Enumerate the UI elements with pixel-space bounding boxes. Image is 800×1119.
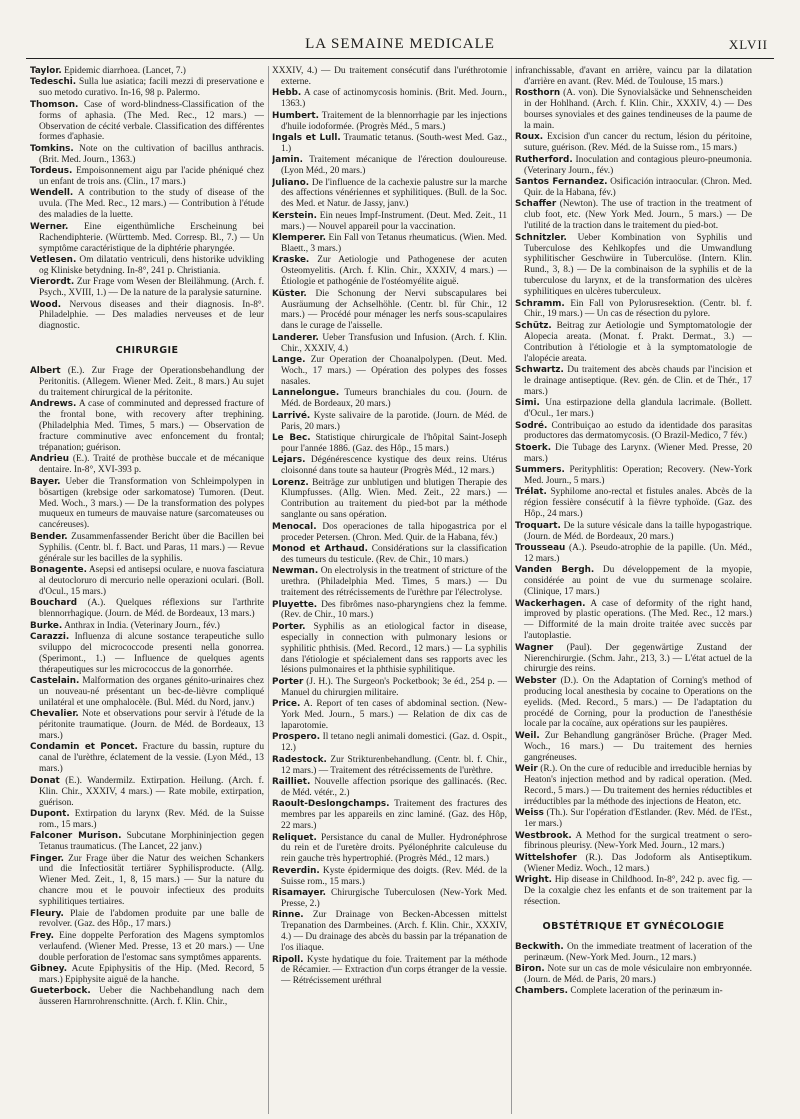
entry-author: Fleury. bbox=[30, 908, 64, 919]
entry-author: Gueterbock. bbox=[30, 986, 91, 997]
entry-author: Reverdin. bbox=[272, 865, 320, 876]
bibliography-entry bbox=[30, 477, 264, 532]
bibliography-entry bbox=[272, 566, 507, 599]
bibliography-entry bbox=[272, 388, 507, 410]
entry-text: Zusammenfassender Bericht über die Bacillen bei Syphilis. (Centr. bl. f. Bact. und Paras, 11 mars.) — Revue générale sur les bacilles de la syphilis. bbox=[39, 531, 264, 564]
entry-text: (Newton). The use of traction in the treatment of club foot, etc. (New York Med. Journ., 5 mars.) — De l'utilité de la traction dans le traitement du pied-bot. bbox=[524, 199, 752, 232]
entry-author: Gibney. bbox=[30, 964, 68, 975]
entry-text: Chirurgische Tuberculosen (New-York Med. Presse, 2.) bbox=[281, 888, 507, 909]
bibliography-entry bbox=[272, 677, 507, 699]
entry-text: On electrolysis in the treatment of stricture of the urethra. (Philadelphia Med. Times, 5 mars.) — Du traitement des rétrécissements de l'urèthre par l'électrolyse. bbox=[281, 566, 507, 599]
bibliography-entry bbox=[272, 622, 507, 677]
entry-author: Sodré. bbox=[515, 420, 548, 431]
entry-author: Vierordt. bbox=[30, 277, 75, 288]
bibliography-entry bbox=[30, 831, 264, 853]
entry-author: Wendell. bbox=[30, 188, 74, 199]
entry-author: Kraske. bbox=[272, 255, 310, 266]
bibliography-entry bbox=[30, 854, 264, 909]
entry-author: Küster. bbox=[272, 288, 307, 299]
bibliography-entry bbox=[515, 543, 752, 565]
column-right bbox=[515, 66, 752, 1114]
entry-text: Case of word-blindness-Classification of the forms of aphasia. (The Med. Rec., 12 mars.) — Observation de cécité verbale. Classification des différentes formes d'aphasie. bbox=[39, 99, 264, 143]
entry-author: Reliquet. bbox=[272, 832, 317, 843]
entry-text: Plaie de l'abdomen produite par une balle de revolver. (Gaz. des Hôp., 17 mars.) bbox=[39, 908, 264, 930]
entry-author: Chambers. bbox=[515, 986, 569, 997]
entry-author: Wittelshofer bbox=[515, 852, 577, 863]
entry-text: (A. von). Die Synovialsäcke und Sehnenscheiden in der Hohlhand. (Arch. f. Klin. Chir., XXXIV, 4.) — Des bourses synoviales et des gaines tendineuses de la paume de la main. bbox=[524, 88, 752, 132]
bibliography-entry bbox=[30, 277, 264, 299]
bibliography-entry bbox=[515, 421, 752, 443]
entry-author: Simi. bbox=[515, 398, 540, 409]
bibliography-entry bbox=[30, 565, 264, 598]
entry-text: Il tetano negli animali domestici. (Gaz. d. Ospit., 12.) bbox=[281, 732, 507, 754]
bibliography-entry bbox=[515, 875, 752, 908]
bibliography-entry bbox=[30, 598, 264, 620]
entry-author: Falconer Murison. bbox=[30, 831, 122, 842]
entry-author: Bender. bbox=[30, 531, 68, 542]
bibliography-entry bbox=[272, 88, 507, 110]
entry-author: Lorenz. bbox=[272, 477, 309, 488]
entry-author: Santos Fernandez. bbox=[515, 177, 608, 188]
column-middle bbox=[272, 66, 507, 1114]
entry-author: Price. bbox=[272, 699, 301, 710]
entry-author: Juliano. bbox=[272, 177, 310, 188]
entry-text: (Th.). Sur l'opération d'Estlander. (Rev. Méd. de l'Est., 1er mars.) bbox=[524, 808, 752, 830]
bibliography-entry bbox=[30, 454, 264, 476]
bibliography-entry bbox=[272, 211, 507, 233]
entry-author: Hebb. bbox=[272, 88, 302, 99]
entry-author: Weil. bbox=[515, 730, 540, 741]
entry-text: Statistique chirurgicale de l'hôpital Saint-Joseph pour l'année 1886. (Gaz. des Hôp., 15 mars.) bbox=[281, 432, 507, 454]
entry-author: Railliet. bbox=[272, 777, 311, 787]
entry-author: Werner. bbox=[30, 221, 69, 232]
entry-text: Traitement mécanique de l'érection douloureuse. (Lyon Méd., 20 mars.) bbox=[281, 155, 507, 177]
entry-text: Eine eigenthümliche Erscheinung bei Rachendiphterie. (Württemb. Med. Corresp. Bl., 7.) — Un symptôme caractéristique de la diphtérie pharyngée. bbox=[39, 221, 264, 254]
bibliography-entry bbox=[515, 853, 752, 875]
entry-text: Asepsi ed antisepsi oculare, e nuova fasciatura al deutocloruro di mercurio nelle operazioni oculari. (Boll. d'Ocul., 15 mars.) bbox=[39, 564, 264, 597]
entry-text: Contribuiçao ao estudo da identidade dos parasitas productores das dermatomycosis. (O Brazil-Medico, 7 fév.) bbox=[524, 420, 752, 442]
entry-author: Frey. bbox=[30, 930, 55, 941]
entry-text: Malformation des organes génito-urinaires chez un nouveau-né présentant un bec-de-lièvre compliqué unilatéral et une omphalocèle. (Bul. Méd. du Nord, janv.) bbox=[39, 676, 264, 708]
entry-author: Vanden Bergh. bbox=[515, 565, 595, 576]
entry-text: (E.). Traité de prothèse buccale et de mécanique dentaire. In-8°, XVI-393 p. bbox=[39, 454, 264, 476]
bibliography-entry bbox=[272, 66, 507, 88]
entry-text: Om dilatatio ventriculi, dens historike udvikling og Kliniske betydning. In-8°, 241 p. Christiania. bbox=[39, 254, 264, 276]
entry-author: Tordeus. bbox=[30, 166, 73, 177]
bibliography-entry bbox=[515, 643, 752, 676]
bibliography-entry bbox=[272, 255, 507, 288]
entry-author: Schramm. bbox=[515, 298, 565, 309]
entry-text: Ueber die Transformation von Schleimpolypen in bösartigen (krebsige oder sarkomatose) Tumoren. (Deut. Med. Woch., 3 mars.) — De la transformation des polypes muqueux en tumeurs de mauvaise nature (sarcomateuses ou cancéreuses). bbox=[39, 476, 264, 531]
entry-author: Pluyette. bbox=[272, 599, 318, 610]
bibliography-entry bbox=[272, 544, 507, 566]
entry-author: Monod et Arthaud. bbox=[272, 543, 368, 554]
entry-text: Traitement des fractures des membres par les appareils en zinc laminé. (Gaz. des Hôp, 22 mars.) bbox=[281, 799, 507, 832]
bibliography-entry bbox=[515, 964, 752, 986]
entry-author: Newman. bbox=[272, 566, 319, 577]
entry-text: Des fibrômes naso-pharyngiens chez la femme. (Rev. de Chir., 10 mars.) bbox=[281, 599, 507, 621]
entry-text: Ein Fall von Pylorusresektion. (Centr. bl. f. Chir., 19 mars.) — Un cas de résection du pylore. bbox=[524, 298, 752, 320]
bibliography-entry bbox=[272, 333, 507, 355]
entry-author: Risamayer. bbox=[272, 888, 326, 899]
bibliography-entry bbox=[272, 833, 507, 866]
column-divider bbox=[511, 66, 512, 1114]
entry-text: (Paul). Der gegenwärtige Zustand der Nierenchirurgie. (Schm. Jahr., 213, 3.) — L'état actuel de la chirurgie des reins. bbox=[524, 642, 752, 675]
entry-text: A case of comminuted and depressed fracture of the frontal bone, with recovery after trephining. (Philadelphia Med. Times, 5 mars.) — Observation de fracture comminutive avec enfoncement du frontal; trépanation; guérison. bbox=[39, 399, 264, 453]
entry-author: Porter. bbox=[272, 621, 306, 632]
bibliography-entry bbox=[272, 178, 507, 211]
entry-text: Dégénérescence kystique des deux reins. Utérus cloisonné dans toute sa hauteur (Progrès Méd., 12 mars.) bbox=[281, 455, 507, 477]
bibliography-entry bbox=[30, 621, 264, 632]
entry-text: (R.). On the cure of reducible and irreducible hernias by Heaton's injection method and by radical operation. (Med. Record., 5 mars.) — Du traitement des hernies réductibles et irréductibles par la méthode des injections de Heaton, etc. bbox=[524, 764, 752, 807]
bibliography-entry bbox=[30, 66, 264, 77]
entry-text: Kyste hydatique du foie. Traitement par la méthode de Récamier. — Extraction d'un corps étranger de la vessie. — Rétrécissement uréthral bbox=[281, 954, 507, 987]
bibliography-entry bbox=[272, 866, 507, 888]
entry-author: Westbrook. bbox=[515, 830, 572, 841]
entry-text: A Method for the surgical treatment o sero-fibrinous pleurisy. (New-York Med. Journ., 12 mars.) bbox=[524, 830, 752, 852]
entry-text: Persistance du canal de Muller. Hydronéphrose du rein et de l'uretère droits. Pyélonéphrite calculeuse du rein gauche très hypertrophié. (Progrès Méd., 12 mars.) bbox=[281, 832, 507, 865]
entry-author: Albert bbox=[30, 366, 61, 377]
entry-text: Dos operaciones de talla hipogastrica por el proceder Petersen. (Chron. Med. Quir. de la Habana, fév.) bbox=[281, 521, 507, 543]
bibliography-entry bbox=[272, 233, 507, 255]
bibliography-entry bbox=[30, 742, 264, 775]
entry-text: Du traitement des abcès chauds par l'incision et le drainage antiseptique. (Rev. gén. de Clin. et de Thér., 17 mars.) bbox=[524, 364, 752, 397]
entry-author: Chevalier. bbox=[30, 709, 79, 720]
entry-author: Larrivé. bbox=[272, 410, 311, 421]
bibliography-entry bbox=[515, 321, 752, 365]
entry-author: Kerstein. bbox=[272, 210, 317, 221]
entry-author: Finger. bbox=[30, 853, 64, 864]
entry-author: Lannelongue. bbox=[272, 388, 340, 399]
entry-text: A case of actinomycosis hominis. (Brit. Med. Journ., 1363.) bbox=[281, 88, 507, 110]
bibliography-entry bbox=[30, 676, 264, 709]
column-left bbox=[30, 66, 264, 1114]
bibliography-entry bbox=[30, 188, 264, 221]
entry-text: Anthrax in India. (Veterinary Journ., fév.) bbox=[64, 620, 220, 631]
entry-text: Zur Drainage von Becken-Abcessen mittelst Trepanation des Darmbeines. (Arch. f. Klin. Chir., XXXIV, 4.) — Du drainage des abcès du bassin par la trépanation de l'os iliaque. bbox=[281, 910, 507, 954]
bibliography-entry bbox=[515, 942, 752, 964]
entry-author: Rosthorn bbox=[515, 88, 561, 99]
bibliography-entry bbox=[515, 521, 752, 543]
entry-author: Lejars. bbox=[272, 455, 306, 466]
entry-text: Du développement de la myopie, considérée au point de vue du surmenage scolaire. (Clinique, 17 mars.) bbox=[524, 565, 752, 598]
entry-text: Inoculation and contagious pleuro-pneumonia. (Veterinary Journ., fév.) bbox=[524, 154, 752, 176]
bibliography-entry bbox=[515, 731, 752, 764]
entry-author: Lange. bbox=[272, 355, 306, 366]
entry-text: Ueber Kombination von Syphilis und Tuberculose des Kehlkopfes und die Umwandlung syphilitischer Geschwüre in Tuberculöse. (Intern. Klin. Rund., 3, 8.) — De la combinaison de la syphilis et de la tuberculose du larynx, et de la transformation des ulcères syphilitiques en ulcères tuberculeux. bbox=[524, 232, 752, 298]
page-number: XLVII bbox=[728, 37, 768, 52]
entry-author: Beckwith. bbox=[515, 941, 564, 952]
entry-author: Raoult-Deslongchamps. bbox=[272, 799, 390, 810]
bibliography-entry bbox=[515, 155, 752, 177]
entry-text: Traitement de la blennorrhagie par les injections d'huile iodoformée. (Progrès Méd., 5 mars.) bbox=[281, 110, 507, 132]
entry-text: XXXIV, 4.) — Du traitement consécutif dans l'uréthrotomie externe. bbox=[272, 66, 507, 87]
bibliography-entry bbox=[30, 632, 264, 676]
entry-author: Schaffer bbox=[515, 199, 557, 210]
entry-author: Wood. bbox=[30, 299, 62, 310]
bibliography-entry bbox=[515, 443, 752, 465]
bibliography-entry bbox=[272, 133, 507, 155]
entry-text: Zur Frage über die Natur des weichen Schankers und die Infectiosität tertiärer Syphilisproducte. (Allg. Wiener Med. Zeit., 1, 8, 15 mars.) — Sur la nature du chancre mou et le pouvoir infectieux des produits syphilitiques tertiaires. bbox=[39, 853, 264, 908]
entry-text: Note sur un cas de mole vésiculaire non embryonnée. (Journ. de Méd. de Paris, 20 mars.) bbox=[524, 964, 752, 985]
entry-text: Beiträge zur unblutigen und blutigen Therapie des Klumpfusses. (Allg. Wien. Med. Zeit., 22 mars.) — Contribution au traitement du pied-bot par la méthode sanglante ou sans opération. bbox=[281, 477, 507, 521]
bibliography-entry bbox=[30, 776, 264, 809]
entry-author: Burke. bbox=[30, 620, 63, 631]
entry-author: Rutherford. bbox=[515, 154, 573, 165]
entry-author: Weiss bbox=[515, 808, 544, 819]
entry-text: De l'influence de la cachexie palustre sur la marche des affections vénériennes et syphilitiques. (Bull. de la Soc. des Med. et Natur. de Jassy, janv.) bbox=[281, 177, 507, 210]
entry-text: Tumeurs branchiales du cou. (Journ. de Méd. de Bordeaux, 20 mars.) bbox=[281, 388, 507, 410]
entry-text: Syphilis as an etiological factor in disease, especially in connection with pulmonary lesions or syphilitic phthisis. (Med. Record., 12 mars.) — La syphilis dans l'étiologie et spécialement dans ses rapports avec les lésions pulmonaires et la phthisie syphilitique. bbox=[281, 621, 507, 676]
entry-text: (R.). Das Jodoform als Antiseptikum. (Wiener Mediz. Woch., 12 mars.) bbox=[524, 852, 752, 874]
entry-text: Zur Behandlung gangränöser Brüche. (Prager Med. Woch., 16 mars.) — Du traitement des hernies gangréneuses. bbox=[524, 730, 752, 763]
entry-author: Schnitzler. bbox=[515, 232, 567, 243]
entry-text: Beitrag zur Aetiologie und Symptomatologie der Alopecia areata. (Monat. f. Prakt. Dermat., 3.) — Contribution à l'étiologie et à la symptomatologie de l'alopécie areata. bbox=[524, 320, 752, 364]
entry-author: Biron. bbox=[515, 964, 545, 975]
bibliography-entry bbox=[30, 166, 264, 188]
entry-author: Stoerk. bbox=[515, 442, 552, 453]
entry-author: Trousseau bbox=[515, 542, 566, 553]
entry-author: Andrieu bbox=[30, 454, 69, 465]
bibliography-entry bbox=[515, 831, 752, 853]
bibliography-entry bbox=[30, 909, 264, 931]
entry-author: Bouchard bbox=[30, 598, 78, 609]
bibliography-entry bbox=[515, 66, 752, 88]
entry-author: Webster bbox=[515, 675, 557, 686]
bibliography-entry bbox=[30, 399, 264, 454]
entry-author: Summers. bbox=[515, 465, 565, 476]
bibliography-entry bbox=[515, 986, 752, 997]
entry-author: Dupont. bbox=[30, 808, 70, 819]
bibliography-entry bbox=[515, 177, 752, 199]
bibliography-entry bbox=[515, 233, 752, 298]
entry-text: Ein Fall von Tetanus rheumaticus. (Wien. Med. Blaett., 3 mars.) bbox=[281, 233, 507, 254]
bibliography-entry bbox=[272, 355, 507, 388]
entry-author: Condamin et Poncet. bbox=[30, 742, 138, 753]
bibliography-entry bbox=[515, 565, 752, 598]
bibliography-entry bbox=[30, 222, 264, 255]
entry-author: Andrews. bbox=[30, 399, 77, 410]
entry-text: Ueber Transfusion und Infusion. (Arch. f. Klin. Chir., XXXIV, 4.) bbox=[281, 332, 507, 354]
bibliography-entry bbox=[30, 986, 264, 1008]
entry-text: Epidemic diarrhoea. (Lancet, 7.) bbox=[64, 66, 186, 76]
entry-author: Tedeschi. bbox=[30, 77, 77, 88]
entry-author: Landerer. bbox=[272, 332, 319, 343]
entry-text: (A.). Quelques réflexions sur l'arthrite blennorrhagique. (Journ. de Méd. de Bordeaux, 13 mars.) bbox=[39, 598, 264, 620]
entry-author: Klemperer. bbox=[272, 233, 326, 244]
entry-author: Carazzi. bbox=[30, 631, 70, 642]
bibliography-entry bbox=[515, 398, 752, 420]
entry-author: Le Bec. bbox=[272, 432, 311, 443]
bibliography-entry bbox=[272, 600, 507, 622]
entry-text: Kyste épidermique des doigts. (Rev. Méd. de la Suisse rom., 15 mars.) bbox=[281, 865, 507, 887]
entry-author: Vetlesen. bbox=[30, 254, 77, 265]
entry-text: Fracture du bassin, rupture du canal de l'urèthre, éclatement de la vessie. (Lyon Méd., 13 mars.) bbox=[39, 742, 264, 775]
bibliography-entry bbox=[30, 144, 264, 166]
entry-text: On the immediate treatment of laceration of the perinæum. (New-York Med. Journ., 12 mars.) bbox=[524, 941, 752, 963]
entry-text: infranchissable, d'avant en arrière, vaincu par la dilatation d'arrière en avant. (Rev. Méd. de Toulouse, 15 mars.) bbox=[515, 66, 752, 87]
entry-text: Traumatic tetanus. (South-west Med. Gaz., 1.) bbox=[281, 132, 507, 154]
entry-text: (A.). Pseudo-atrophie de la papille. (Un. Méd., 12 mars.) bbox=[524, 542, 752, 564]
entry-text: A contribution to the study of disease of the uvula. (The Med. Rec., 12 mars.) — Contribution à l'étude des maladies de la luette. bbox=[39, 188, 264, 221]
entry-author: Thomson. bbox=[30, 99, 79, 110]
entry-author: Ripoll. bbox=[272, 954, 304, 965]
entry-text: (E.). Zur Frage der Operationsbehandlung der Peritonitis. (Allegem. Wiener Med. Zeit., 8 mars.) Au sujet du traitement chirurgical de la péritonite. bbox=[39, 366, 264, 398]
entry-text: Influenza di alcune sostance terapeutiche sullo sviluppo del micrococcode presenti nella gonorrea. (Sperimont., 1.) — Influence de quelques agents thérapeutiques sur les micrococcus de la gonorrhée. bbox=[39, 631, 264, 675]
bibliography-entry bbox=[272, 289, 507, 333]
entry-text: Sulla lue asiatica; facili mezzi di preservatione e suo metodo curativo. In-16, 98 p. Palermo. bbox=[39, 77, 264, 99]
bibliography-entry bbox=[272, 910, 507, 954]
running-header bbox=[32, 36, 768, 56]
entry-author: Menocal. bbox=[272, 521, 317, 532]
entry-text: Zur Operation der Choanalpolypen. (Deut. Med. Woch., 17 mars.) — Opération des polypes des fosses nasales. bbox=[281, 355, 507, 387]
bibliography-entry bbox=[272, 777, 507, 799]
entry-text: Note et observations pour servir à l'étude de la péritonite traumatique. (Journ. de Méd. de Bordeaux, 13 mars.) bbox=[39, 709, 264, 742]
entry-author: Roux. bbox=[515, 132, 544, 143]
entry-author: Radestock. bbox=[272, 754, 327, 765]
entry-text: Syphilome ano-rectal et fistules anales. Abcès de la région fessière consécutif à la fièvre typhoïde. (Gaz. des Hôp., 24 mars.) bbox=[524, 487, 752, 520]
bibliography-entry bbox=[30, 709, 264, 742]
entry-text: Die Schonung der Nervi subscapulares bei Ausräumung der Achselhöhle. (Centr. bl. für Chir., 12 mars.) — Procédé pour ménager les nerfs sous-scapulaires dans le curage de l'aisselle. bbox=[281, 288, 507, 332]
bibliography-entry bbox=[30, 100, 264, 144]
bibliography-entry bbox=[515, 764, 752, 808]
entry-text: Considérations sur la classification des tumeurs du testicule. (Rev. de Chir., 10 mars.) bbox=[281, 543, 507, 565]
bibliography-entry bbox=[515, 487, 752, 520]
bibliography-entry bbox=[515, 88, 752, 132]
entry-author: Rinne. bbox=[272, 910, 304, 921]
entry-text: Zur Strikturenbehandlung. (Centr. bl. f. Chir., 12 mars.) — Traitement des rétrécissements de l'urèthre. bbox=[281, 754, 507, 776]
entry-text: Perityphlitis: Operation; Recovery. (New-York Med. Journ., 5 mars.) bbox=[524, 465, 752, 487]
bibliography-entry bbox=[30, 931, 264, 964]
bibliography-entry bbox=[272, 755, 507, 777]
entry-text: Eine doppelte Perforation des Magens symptomlos verlaufend. (Wiener Med. Presse, 13 et 20 mars.) — Une double perforation de l'estomac sans symptômes apparents. bbox=[39, 930, 264, 963]
entry-text: (E.). Wandermilz. Extirpation. Heilung. (Arch. f. Klin. Chir., XXXIV, 4 mars.) — Rate mobile, extirpation, guérison. bbox=[39, 775, 264, 808]
entry-author: Bayer. bbox=[30, 476, 61, 487]
bibliography-entry bbox=[515, 676, 752, 731]
entry-text: A case of deformity of the right hand, improved by plastic operations. (The Med. Rec., 12 mars.) — Difformité de la main droite traitée avec succès par l'autoplastie. bbox=[524, 598, 752, 642]
bibliography-entry bbox=[30, 366, 264, 399]
bibliography-entry bbox=[515, 299, 752, 321]
bibliography-entry bbox=[272, 411, 507, 433]
bibliography-entry bbox=[272, 888, 507, 910]
entry-text: Die Tubage des Larynx. (Wiener Med. Presse, 20 mars.) bbox=[524, 442, 752, 464]
entry-author: Donat bbox=[30, 775, 60, 786]
bibliography-entry bbox=[272, 732, 507, 754]
entry-author: Trélat. bbox=[515, 487, 547, 498]
entry-text: Acute Epiphysitis of the Hip. (Med. Record, 5 mars.) Epiphysite aiguë de la hanche. bbox=[39, 964, 264, 985]
bibliography-entry bbox=[30, 532, 264, 565]
entry-text: Excision d'un cancer du rectum, lésion du péritoine, suture, guérison. (Rev. Méd. de la Suisse rom., 15 mars.) bbox=[524, 132, 752, 154]
entry-author: Prospero. bbox=[272, 732, 321, 743]
bibliography-entry bbox=[515, 808, 752, 830]
bibliography-entry bbox=[272, 155, 507, 177]
bibliography-entry bbox=[515, 199, 752, 232]
entry-author: Taylor. bbox=[30, 66, 62, 76]
entry-text: Hip disease in Childhood. In-8°, 242 p. avec fig. — De la coxalgie chez les enfants et de son traitement par la résection. bbox=[524, 875, 752, 907]
entry-author: Ingals et Lull. bbox=[272, 132, 341, 143]
bibliography-entry bbox=[30, 300, 264, 333]
entry-text: Complete laceration of the perinæum in- bbox=[570, 986, 723, 997]
entry-author: Weir bbox=[515, 764, 538, 775]
entry-author: Wright. bbox=[515, 875, 553, 886]
section-heading: OBSTÉTRIQUE ET GYNÉCOLOGIE bbox=[542, 920, 725, 932]
entry-text: Nouvelle affection psorique des gallinacés. (Rec. de Méd. vétér., 2.) bbox=[281, 777, 507, 798]
bibliography-entry bbox=[515, 365, 752, 398]
entry-text: De la suture vésicale dans la taille hypogastrique. (Journ. de Méd. de Bordeaux, 20 mars.) bbox=[524, 520, 752, 542]
entry-text: Note on the cultivation of bacillus anthracis. (Brit. Med. Journ., 1363.) bbox=[39, 143, 264, 165]
entry-author: Wagner bbox=[515, 642, 554, 653]
section-heading: CHIRURGIE bbox=[115, 345, 179, 357]
entry-text: Ein neues Impf-Instrument. (Deut. Med. Zeit., 11 mars.) — Nouvel appareil pour la vaccination. bbox=[281, 210, 507, 232]
entry-author: Wackerhagen. bbox=[515, 598, 586, 609]
bibliography-entry bbox=[30, 809, 264, 831]
entry-text: Extirpation du larynx (Rev. Méd. de la Suisse rom., 15 mars.) bbox=[39, 808, 264, 830]
bibliography-entry bbox=[272, 699, 507, 732]
entry-text: Zur Frage vom Wesen der Bleilähmung. (Arch. f. Psych., XVIII, 1.) — De la nature de la paralysie saturnine. bbox=[39, 277, 264, 299]
entry-author: Bonagente. bbox=[30, 564, 87, 575]
entry-text: Osificación intraocular. (Chron. Med. Quir. de la Habana, fév.) bbox=[524, 177, 752, 198]
entry-text: Zur Aetiologie und Pathogenese der acuten Osteomyelitis. (Arch. f. Klin. Chir., XXXIV, 4 mars.) — Étiologie et pathogénie de l'ostéomyélite aiguë. bbox=[281, 255, 507, 288]
entry-text: Ueber die Nachbehandlung nach dem äusseren Harnrohrenschnitte. (Arch. f. Klin. Chir., bbox=[39, 986, 264, 1008]
bibliography-entry bbox=[272, 522, 507, 544]
header-rule bbox=[26, 58, 774, 59]
entry-text: (J. H.). The Surgeon's Pocketbook; 3e éd., 254 p. — Manuel du chirurgien militaire. bbox=[281, 676, 507, 698]
entry-author: Humbert. bbox=[272, 110, 319, 121]
entry-text: Kyste salivaire de la parotide. (Journ. de Méd. de Paris, 20 mars.) bbox=[281, 410, 507, 432]
bibliography-entry bbox=[30, 77, 264, 99]
entry-text: (D.). On the Adaptation of Corning's method of producing local anesthesia by cocaine to Operations on the eyelids. (Med. Record., 5 mars.) — De l'adaptation du procédé de Corning, pour la production de l'anesthésie locale par la cocaïne, aux opérations sur les paupières. bbox=[524, 675, 752, 730]
entry-text: Nervous diseases and their diagnosis. In-8°. Philadelphie. — Des maladies nerveuses et de leur diagnostic. bbox=[39, 299, 264, 332]
journal-title: LA SEMAINE MEDICALE bbox=[305, 36, 495, 52]
column-divider bbox=[268, 66, 269, 1114]
entry-text: Empoisonnement aigu par l'acide phéniqué chez un enfant de trois ans. (Clin., 17 mars.) bbox=[39, 166, 264, 188]
entry-text: A. Report of ten cases of abdominal section. (New-York Med. Journ., 5 mars.) — Relation de dix cas de laparotomie. bbox=[281, 699, 507, 731]
entry-author: Troquart. bbox=[515, 520, 561, 531]
entry-author: Jamin. bbox=[272, 155, 303, 166]
entry-author: Schütz. bbox=[515, 320, 552, 331]
bibliography-entry bbox=[272, 111, 507, 133]
bibliography-entry bbox=[515, 465, 752, 487]
bibliography-entry bbox=[30, 255, 264, 277]
bibliography-entry bbox=[272, 433, 507, 455]
entry-author: Castelain. bbox=[30, 676, 80, 687]
entry-author: Schwartz. bbox=[515, 364, 564, 375]
entry-text: Una estirpazione della glandula lacrimale. (Bollett. d'Ocul., 1er mars.) bbox=[524, 398, 752, 420]
bibliography-entry bbox=[272, 955, 507, 988]
entry-author: Tomkins. bbox=[30, 143, 74, 154]
bibliography-entry bbox=[272, 478, 507, 522]
bibliography-entry bbox=[515, 132, 752, 154]
bibliography-entry bbox=[272, 799, 507, 832]
entry-author: Porter bbox=[272, 676, 304, 687]
entry-text: Subcutane Morphininjection gegen Tetanus traumaticus. (The Lancet, 22 janv.) bbox=[39, 831, 264, 853]
bibliography-entry bbox=[30, 964, 264, 986]
bibliography-entry bbox=[515, 599, 752, 643]
bibliography-entry bbox=[272, 455, 507, 477]
